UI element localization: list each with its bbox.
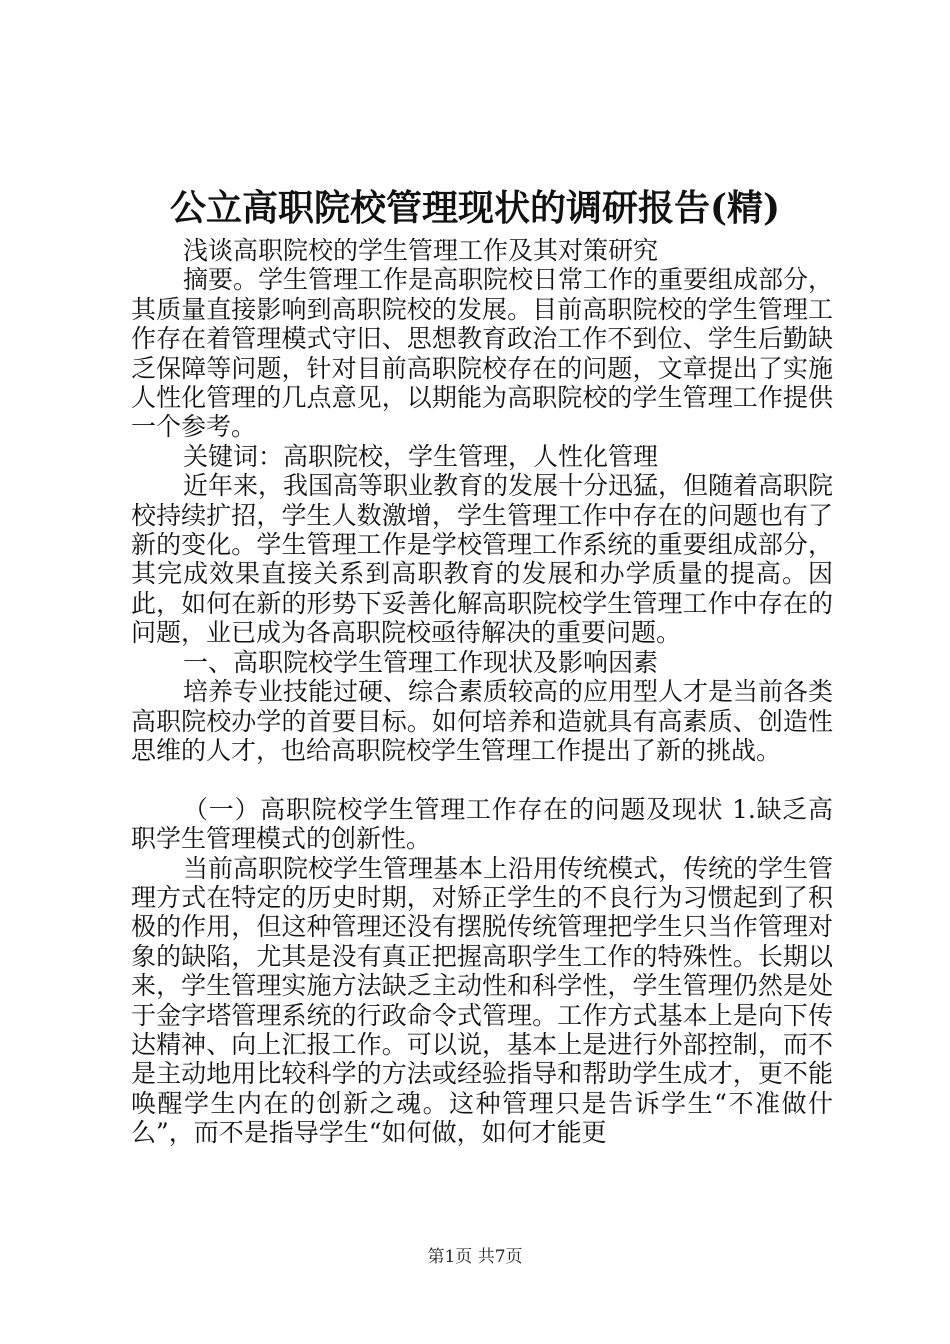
section-heading: 一、高职院校学生管理工作现状及影响因素: [183, 647, 659, 677]
document-title: 公立高职院校管理现状的调研报告(精): [169, 187, 781, 229]
subsection-heading: （一）高职院校学生管理工作存在的问题及现状 1.缺乏高职学生管理模式的创新性。: [131, 794, 833, 854]
page-footer: 第1页 共7页: [427, 1247, 523, 1267]
document-body: [131, 236, 833, 1148]
subtitle-paragraph: 浅谈高职院校的学生管理工作及其对策研究: [183, 236, 659, 265]
intro-paragraph: 近年来，我国高等职业教育的发展十分迅猛，但随着高职院校持续扩招，学生人数激增，学生管理工作中存在的问题也有了新的变化。学生管理工作是学校管理工作系统的重要组成部分，其完成效果直接关系到高职教育的发展和办学质量的提高。因此，如何在新的形势下妥善化解高职院校学生管理工作中存在的问题，业已成为各高职院校亟待解决的重要问题。: [131, 471, 834, 648]
body-paragraph: 当前高职院校学生管理基本上沿用传统模式，传统的学生管理方式在特定的历史时期，对矫正学生的不良行为习惯起到了积极的作用，但这种管理还没有摆脱传统管理把学生只当作管理对象的缺陷，尤其是没有真正把握高职学生工作的特殊性。长期以来，学生管理实施方法缺乏主动性和科学性，学生管理仍然是处于金字塔管理系统的行政命令式管理。工作方式基本上是向下传达精神、向上汇报工作。可以说，基本上是进行外部控制，而不是主动地用比较科学的方法或经验指导和帮助学生成才，更不能唤醒学生内在的创新之魂。这种管理只是告诉学生“不准做什么”，而不是指导学生“如何做，如何才能更: [131, 853, 834, 1148]
abstract-paragraph: 摘要。学生管理工作是高职院校日常工作的重要组成部分，其质量直接影响到高职院校的发展。目前高职院校的学生管理工作存在着管理模式守旧、思想教育政治工作不到位、学生后勤缺乏保障等问题，针对目前高职院校存在的问题，文章提出了实施人性化管理的几点意见，以期能为高职院校的学生管理工作提供一个参考。: [131, 265, 834, 442]
section-paragraph: 培养专业技能过硬、综合素质较高的应用型人才是当前各类高职院校办学的首要目标。如何培养和造就具有高素质、创造性思维的人才，也给高职院校学生管理工作提出了新的挑战。: [131, 677, 834, 765]
keywords-paragraph: 关键词：高职院校，学生管理，人性化管理: [183, 441, 659, 471]
